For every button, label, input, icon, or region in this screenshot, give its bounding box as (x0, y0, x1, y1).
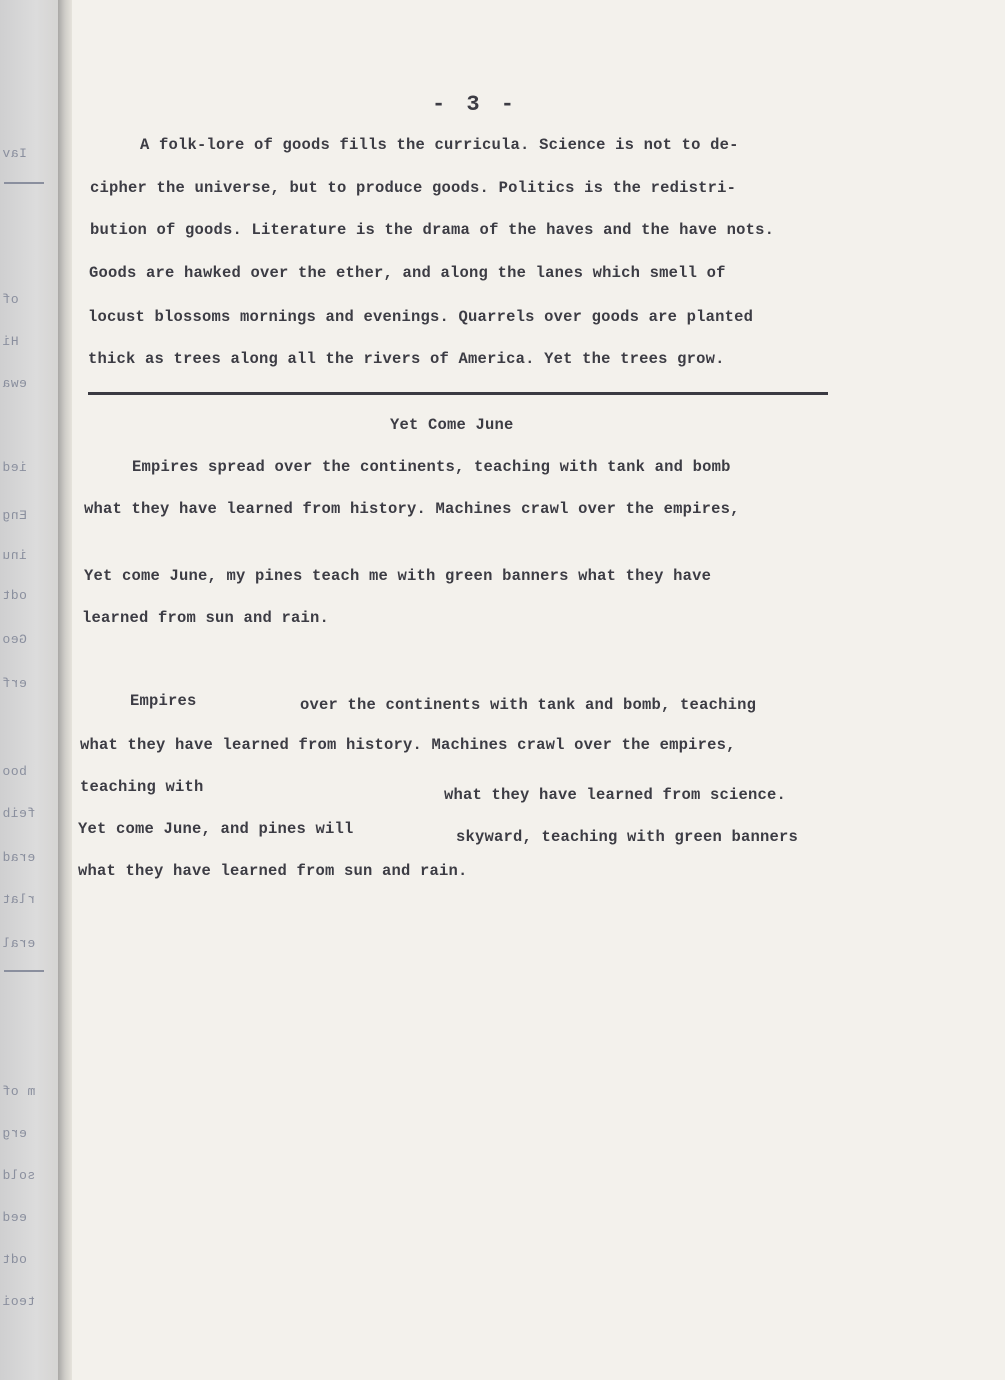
bleed-text: Hi (2, 334, 19, 349)
bleed-text: Geo (2, 632, 27, 647)
draft-line-start: what they have learned from history. Machines crawl over the empires, (80, 736, 736, 754)
bleed-text: eral (2, 936, 36, 951)
bleed-text: ewa (2, 376, 27, 391)
typescript-page (72, 0, 1005, 1380)
section-divider (88, 392, 828, 395)
bleed-text: m of (2, 1084, 36, 1099)
bleed-text: erad (2, 850, 36, 865)
bleed-text: rlat (2, 892, 36, 907)
bleed-text: inu (2, 548, 27, 563)
bleed-rule (4, 970, 44, 972)
bleed-text: odt (2, 1252, 27, 1267)
paragraph-line: thick as trees along all the rivers of America. Yet the trees grow. (88, 350, 725, 368)
draft-line-end: skyward, teaching with green banners (456, 828, 799, 846)
bleed-text: Eng (2, 508, 27, 523)
draft-line-end: what they have learned from science. (444, 786, 787, 804)
paragraph-line: Goods are hawked over the ether, and along the lanes which smell of (89, 264, 726, 282)
bleed-text: odt (2, 588, 27, 603)
binding-shadow (58, 0, 72, 1380)
bleed-text: boo (2, 764, 27, 779)
draft-line-end: over the continents with tank and bomb, teaching (300, 696, 757, 714)
draft-line-start: what they have learned from sun and rain. (78, 862, 468, 880)
paragraph-line: locust blossoms mornings and evenings. Quarrels over goods are planted (88, 308, 754, 326)
draft-line: Yet come June, my pines teach me with green banners what they have (84, 567, 712, 585)
draft-line: what they have learned from history. Machines crawl over the empires, (84, 500, 740, 518)
bleed-text: of (2, 292, 19, 307)
draft-line-start: Empires (130, 692, 197, 710)
bleed-text: ied (2, 460, 27, 475)
bleed-text: eed (2, 1210, 27, 1225)
section-title: Yet Come June (390, 416, 514, 434)
bleed-text: Iav (2, 146, 27, 161)
page-number: - 3 - (432, 92, 519, 117)
bleed-rule (4, 182, 44, 184)
bleed-text: erg (2, 1126, 27, 1141)
draft-line: Empires spread over the continents, teaching with tank and bomb (132, 458, 731, 476)
paragraph-line: A folk-lore of goods fills the curricula. Science is not to de- (140, 136, 739, 154)
draft-line-start: Yet come June, and pines will (78, 820, 354, 838)
bleed-text: feib (2, 806, 36, 821)
draft-line-start: teaching with (80, 778, 204, 796)
paragraph-line: cipher the universe, but to produce goods. Politics is the redistri- (90, 179, 737, 197)
draft-line: learned from sun and rain. (82, 609, 330, 627)
paragraph-line: bution of goods. Literature is the drama of the haves and the have nots. (90, 221, 775, 239)
bleed-text: erf (2, 676, 27, 691)
bleed-text: teoi (2, 1294, 36, 1309)
bleed-text: sold (2, 1168, 36, 1183)
